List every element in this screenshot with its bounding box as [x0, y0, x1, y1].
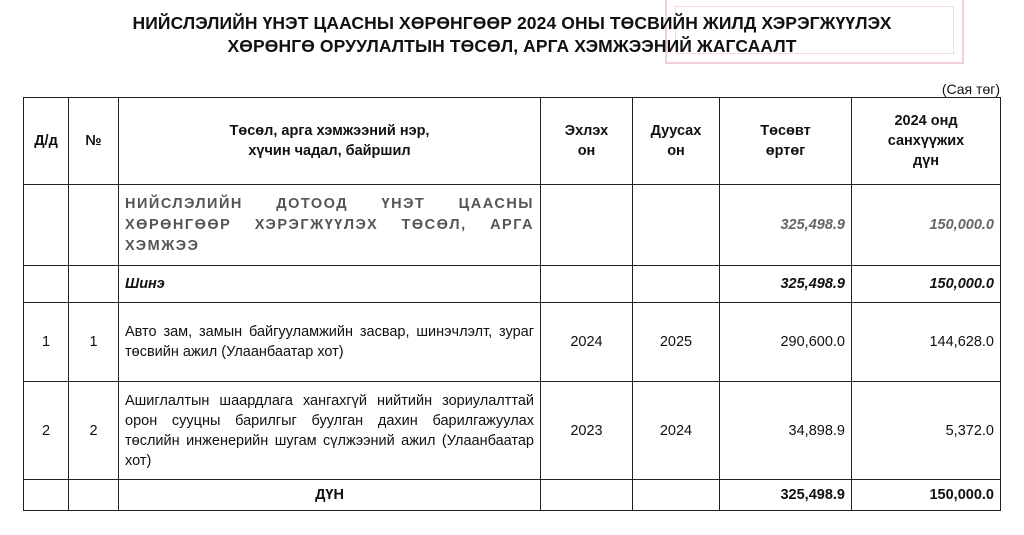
header-name-line-2: хүчин чадал, байршил — [248, 143, 411, 159]
table-cell — [69, 185, 119, 266]
title-line-1: НИЙСЛЭЛИЙН ҮНЭТ ЦААСНЫ ХӨРӨНГӨӨР 2024 ОНЫ ТӨСВИЙН ЖИЛД ХЭРЭГЖҮҮЛЭХ — [132, 13, 892, 33]
header-idx: Д/д — [24, 98, 69, 185]
header-start-line-1: Эхлэх — [564, 123, 609, 139]
row-cost: 290,600.0 — [720, 303, 852, 382]
row-start: 2023 — [541, 382, 633, 480]
header-fund-line-1: 2024 онд — [894, 113, 958, 129]
total-label: ДҮН — [119, 480, 541, 511]
projects-table — [23, 97, 1001, 511]
table-cell — [24, 185, 69, 266]
table-cell — [633, 185, 720, 266]
header-start — [541, 98, 633, 185]
header-name-line-1: Төсөл, арга хэмжээний нэр, — [229, 123, 430, 139]
row-idx: 1 — [24, 303, 69, 382]
header-fund-line-2: санхүүжих — [887, 133, 965, 149]
page-title — [0, 12, 1024, 58]
table-row — [24, 303, 1001, 382]
total-row — [24, 480, 1001, 511]
table-cell — [541, 185, 633, 266]
header-row — [24, 98, 1001, 185]
table-cell — [633, 480, 720, 511]
row-end: 2024 — [633, 382, 720, 480]
new-section-cost: 325,498.9 — [720, 266, 852, 303]
header-start-line-2: он — [577, 143, 596, 159]
row-end: 2025 — [633, 303, 720, 382]
header-cost — [720, 98, 852, 185]
row-idx: 2 — [24, 382, 69, 480]
row-name: Ашиглалтын шаардлага хангахгүй нийтийн зориулалттай орон сууцны барилгыг буулган дахин барилгажуулах төслийн инженерийн шугам сүлжээний ажил (Улаанбаатар хот) — [119, 382, 541, 480]
header-cost-line-1: Төсөвт — [760, 123, 811, 139]
header-end-line-1: Дуусах — [650, 123, 702, 139]
unit-label: (Сая төг) — [941, 81, 1000, 97]
group-cost: 325,498.9 — [720, 185, 852, 266]
header-end-line-2: он — [667, 143, 685, 159]
group-name: НИЙСЛЭЛИЙН ДОТООД ҮНЭТ ЦААСНЫ ХӨРӨНГӨӨР ХЭРЭГЖҮҮЛЭХ ТӨСӨЛ, АРГА ХЭМЖЭЭ — [119, 185, 541, 266]
group-fund: 150,000.0 — [852, 185, 1001, 266]
table-cell — [633, 266, 720, 303]
table-cell — [24, 480, 69, 511]
header-fund — [852, 98, 1001, 185]
header-end — [633, 98, 720, 185]
total-cost: 325,498.9 — [720, 480, 852, 511]
header-fund-line-3: дүн — [912, 153, 940, 169]
table-cell — [69, 480, 119, 511]
new-section-row — [24, 266, 1001, 303]
header-name — [119, 98, 541, 185]
table-cell — [541, 266, 633, 303]
title-line-2: ХӨРӨНГӨ ОРУУЛАЛТЫН ТӨСӨЛ, АРГА ХЭМЖЭЭНИЙ ЖАГСААЛТ — [227, 36, 797, 56]
row-name: Авто зам, замын байгууламжийн засвар, шинэчлэлт, зураг төсвийн ажил (Улаанбаатар хот) — [119, 303, 541, 382]
new-section-label: Шинэ — [119, 266, 541, 303]
row-no: 1 — [69, 303, 119, 382]
table-cell — [69, 266, 119, 303]
row-fund: 5,372.0 — [852, 382, 1001, 480]
header-no: № — [69, 98, 119, 185]
row-no: 2 — [69, 382, 119, 480]
table-cell — [541, 480, 633, 511]
row-cost: 34,898.9 — [720, 382, 852, 480]
table-cell — [24, 266, 69, 303]
total-fund: 150,000.0 — [852, 480, 1001, 511]
row-fund: 144,628.0 — [852, 303, 1001, 382]
row-start: 2024 — [541, 303, 633, 382]
header-cost-line-2: өртөг — [765, 143, 806, 159]
new-section-fund: 150,000.0 — [852, 266, 1001, 303]
table-row — [24, 382, 1001, 480]
group-row — [24, 185, 1001, 266]
